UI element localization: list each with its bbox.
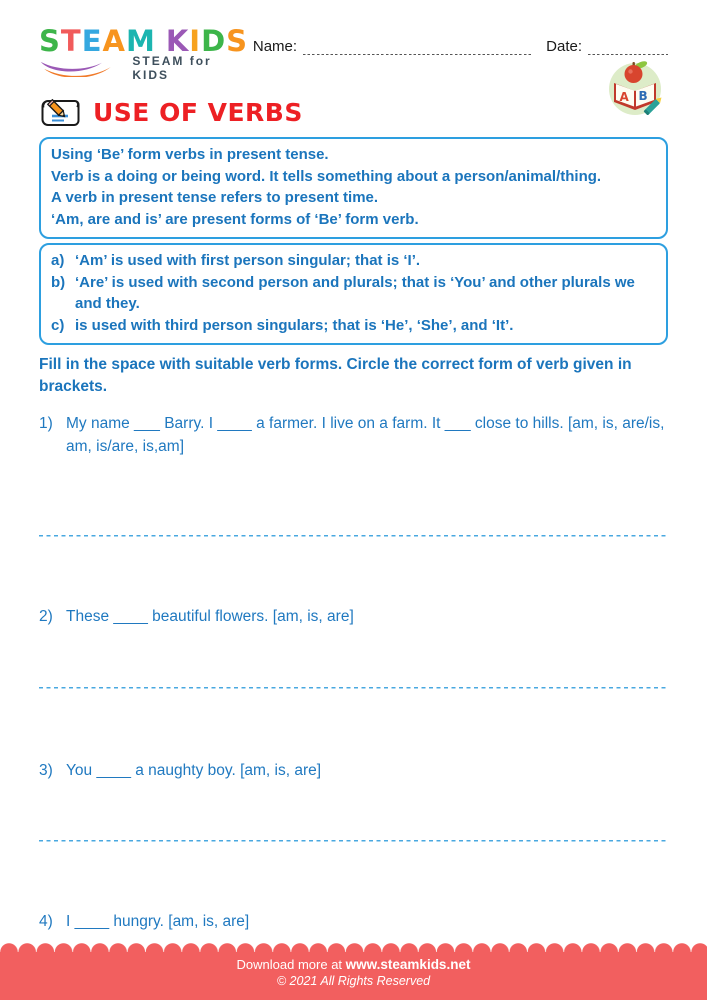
name-fill-line [303, 42, 532, 55]
concept-line: Using ‘Be’ form verbs in present tense. [51, 146, 329, 163]
svg-text:A: A [619, 90, 629, 104]
logo-tagline: STEAM for KIDS [132, 54, 212, 82]
logo-letter: S [226, 24, 249, 58]
dashed-separator [39, 840, 668, 842]
date-fill-line [588, 42, 668, 55]
question-number: 1) [39, 415, 53, 432]
rule-label: a) [51, 252, 65, 269]
logo-letter: I [189, 24, 202, 58]
name-label: Name: [252, 38, 298, 55]
question-text: My name ___ Barry. I ____ a farmer. I live on a farm. It ___ close to hills. [am, is, are/is, am, is/are, is,am] [66, 415, 665, 455]
question-number: 2) [39, 608, 53, 625]
logo-letter: E [81, 24, 103, 58]
logo-letter: S [39, 24, 61, 58]
scallop-edge [0, 941, 707, 952]
rule-text: ‘Am’ is used with first person singular; that is ‘I’. [75, 252, 421, 269]
rule-label: c) [51, 316, 65, 334]
download-prefix: Download more at [236, 957, 346, 972]
svg-text:B: B [638, 89, 648, 103]
rule-text: is used with third person singulars; that is ‘He’, ‘She’, and ‘It’. [75, 316, 514, 334]
rule-item [51, 250, 656, 272]
title-row [39, 94, 668, 130]
logo-letter: A [102, 24, 126, 58]
rule-item [51, 272, 656, 315]
swoosh-icon [39, 59, 126, 77]
logo-wordmark [39, 26, 253, 56]
logo-letter: K [165, 24, 190, 58]
date-label: Date: [546, 38, 582, 55]
instruction-text: Fill in the space with suitable verb forms. Circle the correct form of verb given in brackets. [39, 356, 632, 395]
page-title: USE OF VERBS [93, 97, 303, 127]
logo-subline [39, 54, 253, 82]
footer [0, 941, 707, 1000]
concept-box [39, 137, 668, 239]
question-number: 3) [39, 762, 53, 779]
question-text: I ____ hungry. [am, is, are] [66, 913, 250, 930]
logo-letter: D [201, 24, 227, 58]
question-text: You ____ a naughty boy. [am, is, are] [66, 762, 322, 779]
rule-label: b) [51, 273, 66, 291]
header [0, 0, 707, 82]
ab-book-badge-icon [607, 57, 663, 115]
rule-item [51, 315, 656, 337]
concept-line: Verb is a doing or being word. It tells something about a person/animal/thing. [51, 167, 602, 185]
website-url: www.steamkids.net [345, 957, 471, 972]
scroll-pencil-icon [39, 94, 85, 130]
dashed-separator [39, 535, 668, 537]
logo-letter: T [60, 24, 82, 58]
question-2 [39, 605, 668, 628]
logo-letter: M [125, 24, 156, 58]
download-line [0, 957, 707, 972]
question-4 [39, 910, 668, 933]
question-3 [39, 759, 668, 782]
concept-line: A verb in present tense refers to present time. [51, 189, 379, 206]
dashed-separator [39, 687, 668, 689]
name-date-row [253, 38, 668, 55]
steam-kids-logo [39, 26, 253, 82]
footer-band [0, 952, 707, 1000]
concept-line: ‘Am, are and is’ are present forms of ‘Be’ form verb. [51, 210, 419, 228]
question-text: These ____ beautiful flowers. [am, is, are] [66, 608, 354, 625]
copyright-text: © 2021 All Rights Reserved [276, 974, 431, 988]
question-1 [39, 412, 668, 458]
rule-text: ‘Are’ is used with second person and plurals; that is ‘You’ and other plurals we and they. [75, 273, 635, 312]
rules-box [39, 243, 668, 345]
question-number: 4) [39, 913, 53, 930]
